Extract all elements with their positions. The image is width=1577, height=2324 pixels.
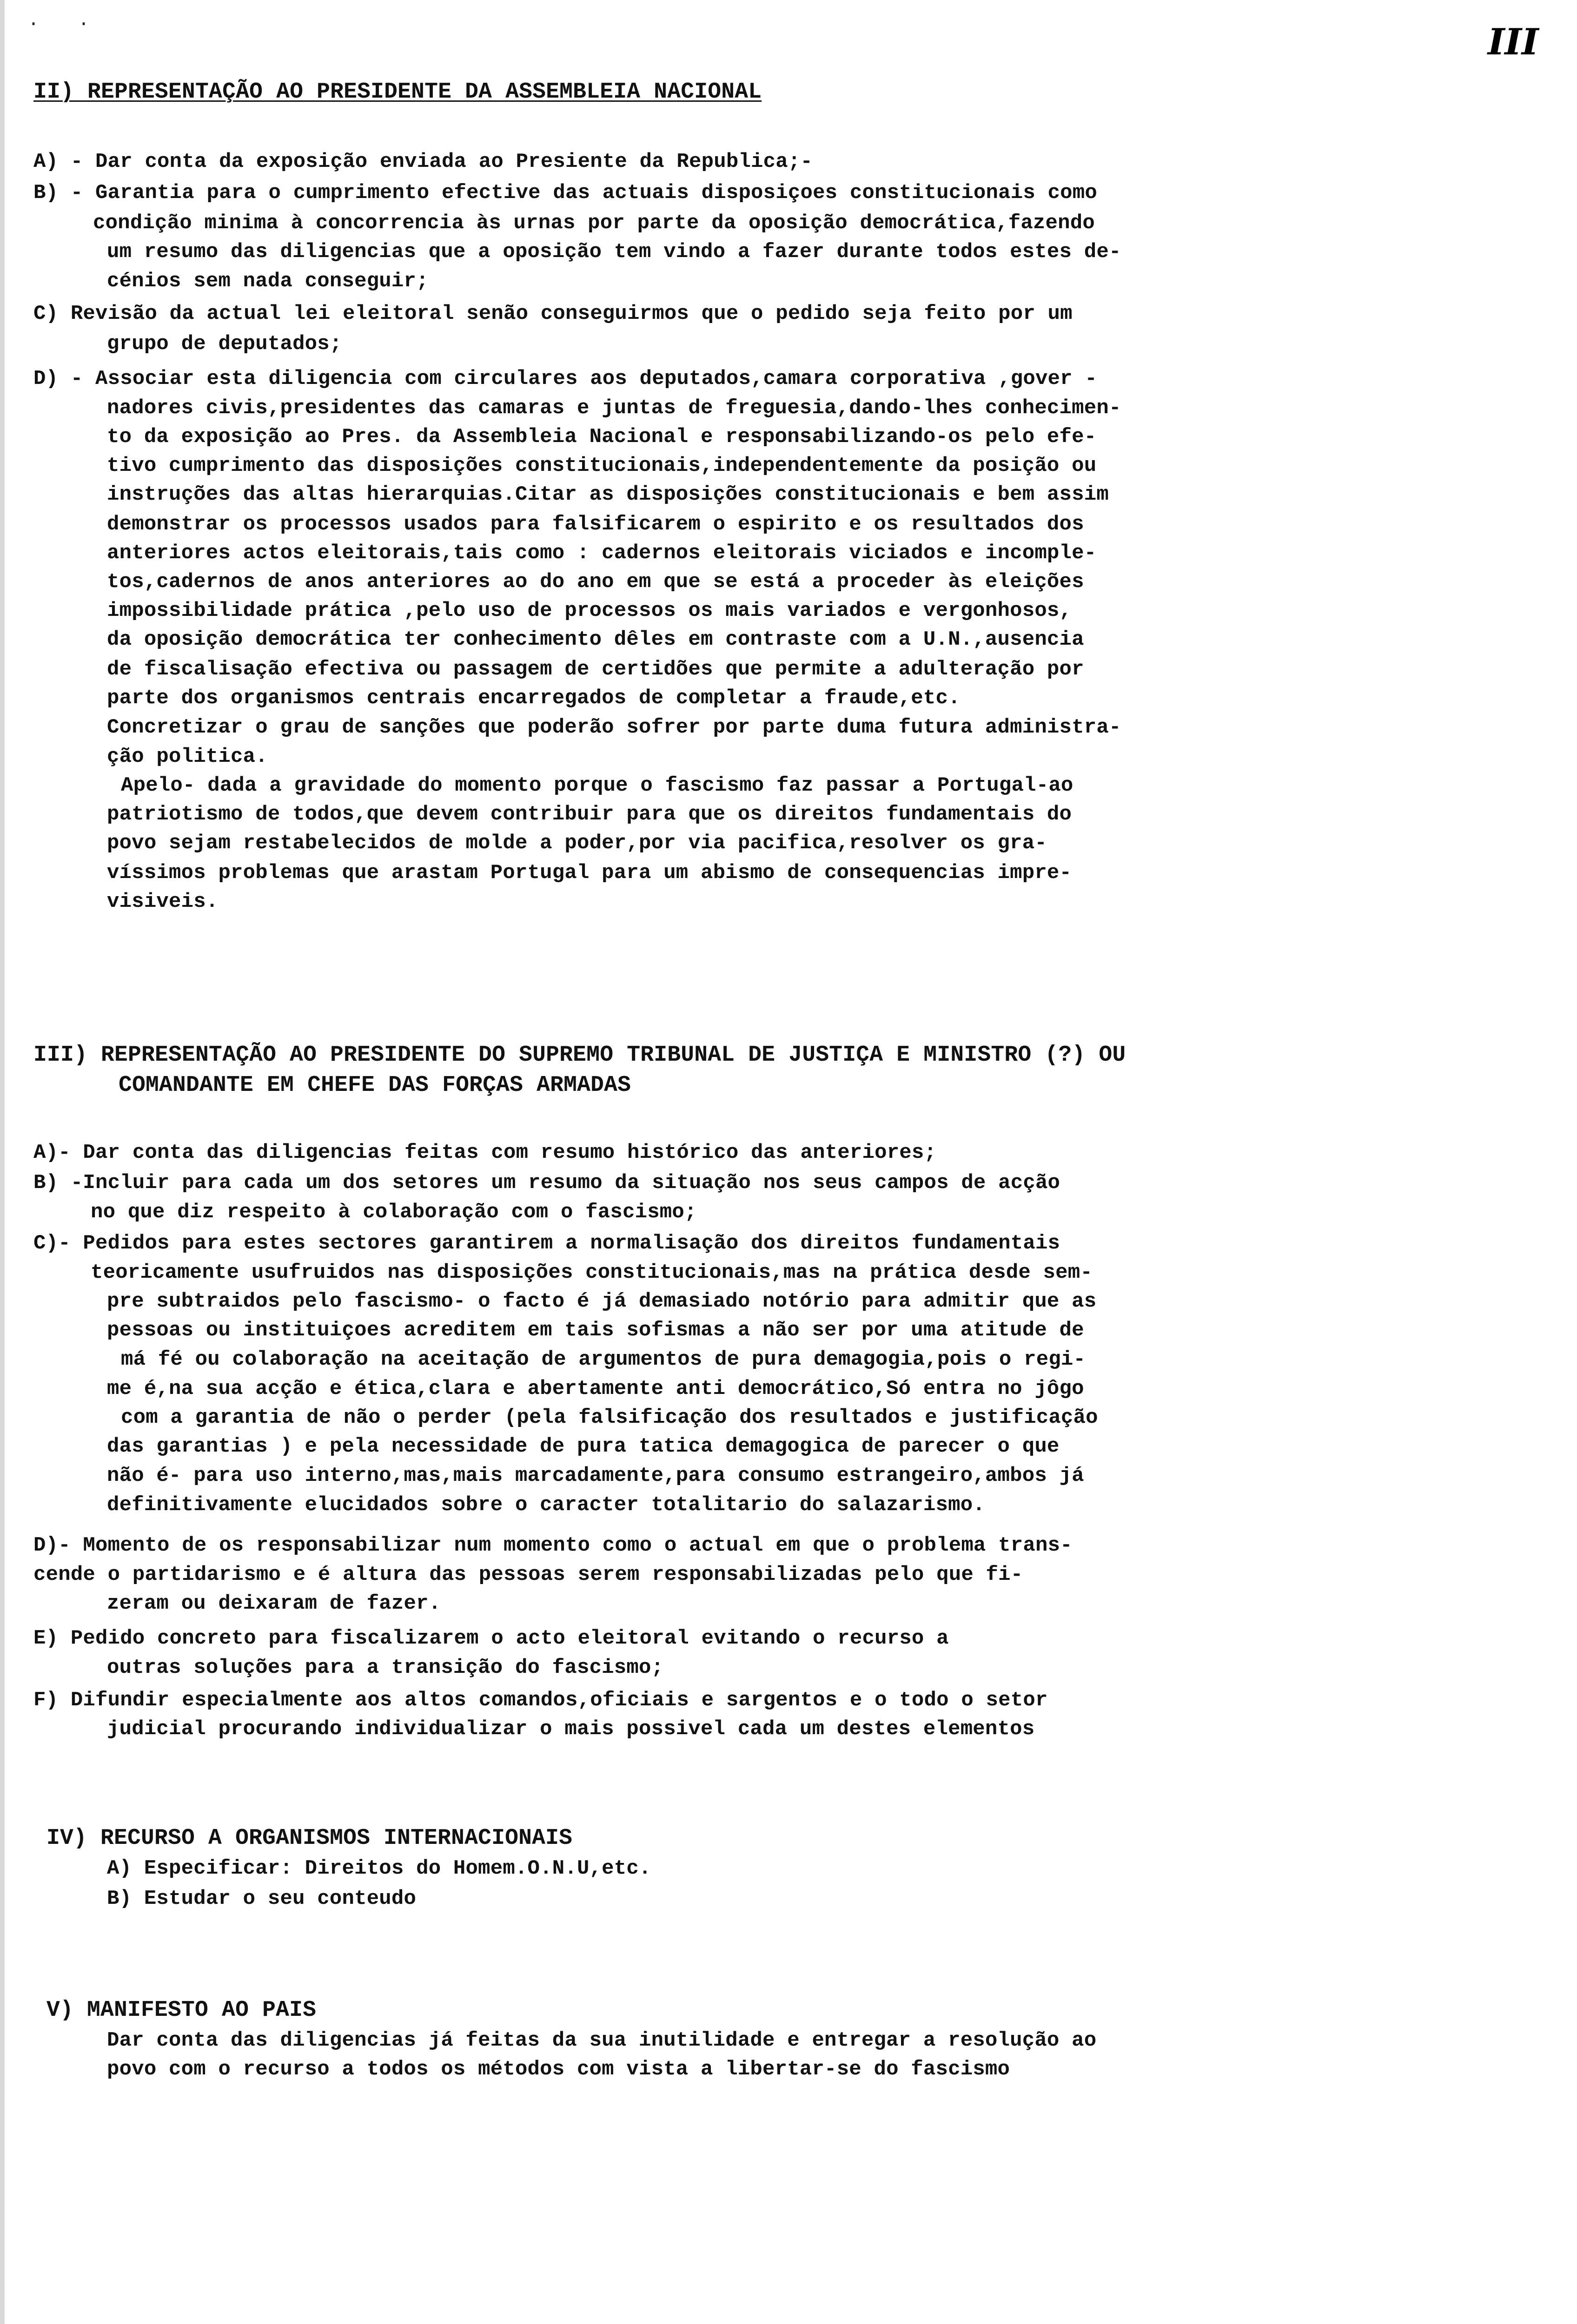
section-2-line: B) - Garantia para o cumprimento efective das actuais disposiçoes constitucionais como: [33, 181, 1097, 205]
section-3-line: E) Pedido concreto para fiscalizarem o acto eleitoral evitando o recurso a: [33, 1627, 949, 1650]
section-3-line: F) Difundir especialmente aos altos comandos,oficiais e sargentos e o todo o setor: [33, 1689, 1048, 1712]
section-3-line: teoricamente usufruidos nas disposições constitucionais,mas na prática desde sem-: [91, 1261, 1093, 1284]
section-2-line: demonstrar os processos usados para falsificarem o espirito e os resultados dos: [107, 513, 1084, 536]
section-3-line: A)- Dar conta das diligencias feitas com resumo histórico das anteriores;: [33, 1141, 937, 1164]
section-4-line: B) Estudar o seu conteudo: [107, 1887, 417, 1910]
section-3-line: das garantias ) e pela necessidade de pura tatica demagogica de parecer o que: [107, 1435, 1060, 1458]
section-4-heading: IV) RECURSO A ORGANISMOS INTERNACIONAIS: [46, 1826, 573, 1851]
section-3-line: outras soluções para a transição do fascismo;: [107, 1656, 664, 1679]
section-2-line: tivo cumprimento das disposições constitucionais,independentemente da posição ou: [107, 454, 1097, 477]
section-2-line: cénios sem nada conseguir;: [107, 270, 429, 293]
section-2-line: visiveis.: [107, 890, 219, 913]
section-2-line: grupo de deputados;: [107, 332, 342, 356]
section-2-line: to da exposição ao Pres. da Assembleia Nacional e responsabilizando-os pelo efe-: [107, 425, 1097, 449]
section-3-line: pessoas ou instituiçoes acreditem em tais sofismas a não ser por uma atitude de: [107, 1319, 1084, 1342]
section-2-line: ção politica.: [107, 745, 268, 768]
section-3-line: cende o partidarismo e é altura das pessoas serem responsabilizadas pelo que fi-: [33, 1563, 1023, 1586]
section-3-line: judicial procurando individualizar o mais possivel cada um destes elementos: [107, 1717, 1035, 1741]
section-2-line: Apelo- dada a gravidade do momento porque o fascismo faz passar a Portugal-ao: [121, 774, 1073, 797]
section-2-line: parte dos organismos centrais encarregados de completar a fraude,etc.: [107, 687, 961, 710]
section-2-line: de fiscalisação efectiva ou passagem de certidões que permite a adulteração por: [107, 658, 1084, 681]
section-3-heading-continued: COMANDANTE EM CHEFE DAS FORÇAS ARMADAS: [119, 1073, 631, 1098]
section-5-line: Dar conta das diligencias já feitas da sua inutilidade e entregar a resolução ao: [107, 2029, 1097, 2052]
section-2-line: tos,cadernos de anos anteriores ao do ano em que se está a proceder às eleições: [107, 570, 1084, 594]
scan-left-edge: [0, 0, 5, 2324]
section-3-line: D)- Momento de os responsabilizar num momento como o actual em que o problema trans-: [33, 1534, 1073, 1557]
section-3-line: pre subtraidos pelo fascismo- o facto é já demasiado notório para admitir que as: [107, 1290, 1097, 1313]
section-2-heading: II) REPRESENTAÇÃO AO PRESIDENTE DA ASSEMBLEIA NACIONAL: [33, 79, 762, 105]
section-3-heading: III) REPRESENTAÇÃO AO PRESIDENTE DO SUPREMO TRIBUNAL DE JUSTIÇA E MINISTRO (?) OU: [33, 1043, 1126, 1068]
section-3-line: com a garantia de não o perder (pela falsificação dos resultados e justificação: [121, 1406, 1098, 1429]
section-5-heading: V) MANIFESTO AO PAIS: [46, 1998, 317, 2023]
section-2-line: D) - Associar esta diligencia com circulares aos deputados,camara corporativa ,gover -: [33, 367, 1097, 390]
section-3-line: zeram ou deixaram de fazer.: [107, 1592, 441, 1615]
section-3-line: não é- para uso interno,mas,mais marcadamente,para consumo estrangeiro,ambos já: [107, 1464, 1084, 1487]
section-3-line: C)- Pedidos para estes sectores garantirem a normalisação dos direitos fundamentais: [33, 1232, 1060, 1255]
section-2-line: A) - Dar conta da exposição enviada ao Presiente da Republica;-: [33, 150, 813, 173]
page-number: III: [1488, 21, 1539, 63]
section-3-line: me é,na sua acção e ética,clara e abertamente anti democrático,Só entra no jôgo: [107, 1377, 1084, 1400]
section-2-line: Concretizar o grau de sanções que poderão sofrer por parte duma futura administra-: [107, 716, 1121, 739]
section-2-line: povo sejam restabelecidos de molde a poder,por via pacifica,resolver os gra-: [107, 832, 1047, 855]
section-2-line: víssimos problemas que arastam Portugal para um abismo de consequencias impre-: [107, 861, 1072, 885]
section-2-line: condição minima à concorrencia às urnas por parte da oposição democrática,fazendo: [93, 211, 1095, 235]
corner-marks: · ·: [28, 14, 104, 35]
section-2-line: da oposição democrática ter conhecimento dêles em contraste com a U.N.,ausencia: [107, 628, 1084, 651]
section-2-line: C) Revisão da actual lei eleitoral senão conseguirmos que o pedido seja feito por um: [33, 302, 1073, 325]
section-2-line: instruções das altas hierarquias.Citar as disposições constitucionais e bem assim: [107, 483, 1109, 506]
section-5-line: povo com o recurso a todos os métodos com vista a libertar-se do fascismo: [107, 2058, 1010, 2081]
section-2-line: um resumo das diligencias que a oposição tem vindo a fazer durante todos estes de-: [107, 240, 1121, 264]
section-4-line: A) Especificar: Direitos do Homem.O.N.U,etc.: [107, 1857, 651, 1880]
section-3-line: má fé ou colaboração na aceitação de argumentos de pura demagogia,pois o regi-: [121, 1348, 1086, 1371]
section-2-line: nadores civis,presidentes das camaras e juntas de freguesia,dando-lhes conhecimen-: [107, 396, 1121, 420]
section-2-line: patriotismo de todos,que devem contribuir para que os direitos fundamentais do: [107, 803, 1072, 826]
section-2-line: anteriores actos eleitorais,tais como : cadernos eleitorais viciados e incomple-: [107, 541, 1097, 565]
section-3-line: B) -Incluir para cada um dos setores um resumo da situação nos seus campos de acção: [33, 1171, 1060, 1195]
section-3-line: definitivamente elucidados sobre o caracter totalitario do salazarismo.: [107, 1493, 985, 1517]
section-3-line: no que diz respeito à colaboração com o fascismo;: [91, 1201, 697, 1224]
section-2-line: impossibilidade prática ,pelo uso de processos os mais variados e vergonhosos,: [107, 599, 1072, 622]
